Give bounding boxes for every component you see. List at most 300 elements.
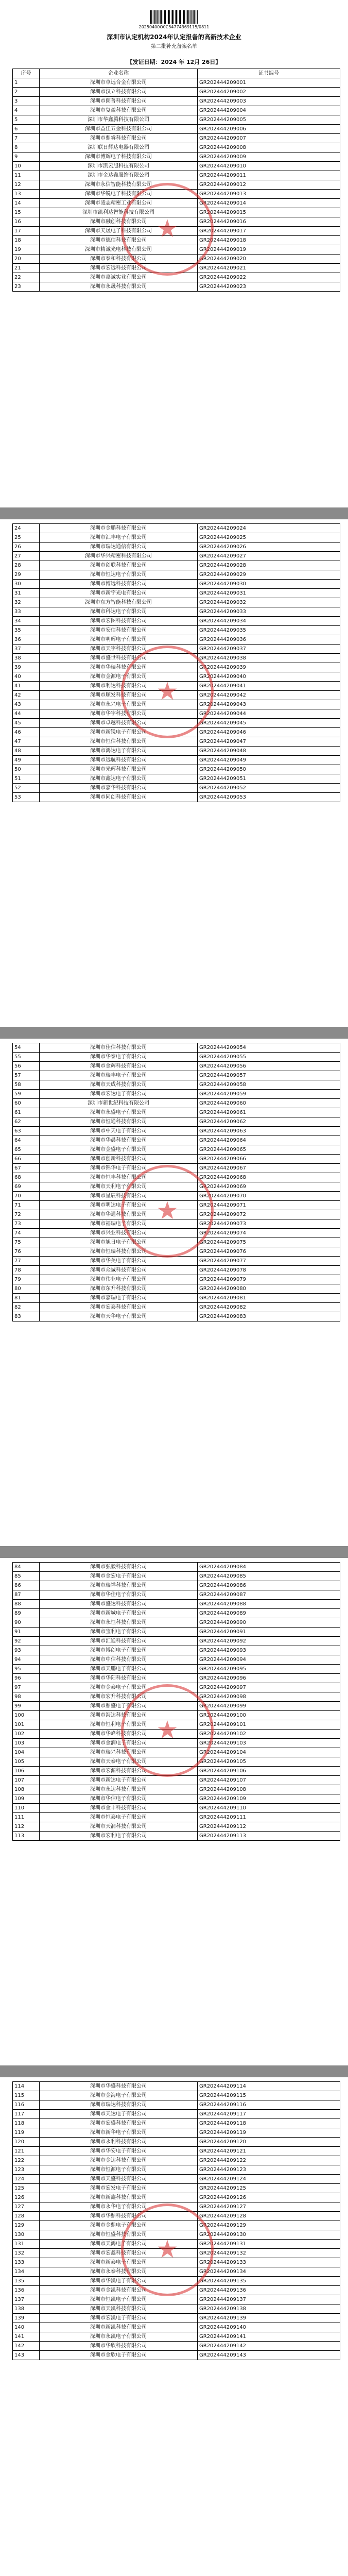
company-name: 深圳市华美电子有限公司 (40, 1257, 198, 1266)
table-body (13, 78, 340, 292)
certificate-number: GR202444209041 (198, 682, 340, 691)
certificate-number: GR202444209117 (198, 2110, 340, 2119)
table-row (13, 180, 340, 190)
company-name: 深圳市华瑞科技有限公司 (40, 663, 198, 672)
company-name: 深圳市华兴精密科技有限公司 (40, 552, 198, 561)
official-seal-icon: ★ (121, 646, 214, 738)
company-name: 深圳市华安电子有限公司 (40, 2147, 198, 2156)
certificate-number: GR202444209088 (198, 1600, 340, 1609)
company-name: 深圳市恒信科技有限公司 (40, 737, 198, 747)
certificate-number: GR202444209128 (198, 2212, 340, 2221)
row-number: 67 (13, 1164, 40, 1173)
company-name: 深圳市博辉电子科技有限公司 (40, 152, 198, 162)
company-name: 深圳市恒凯电子有限公司 (40, 2295, 198, 2304)
certificate-number: GR202444209120 (198, 2138, 340, 2147)
row-number: 89 (13, 1609, 40, 1618)
table-row (13, 1813, 340, 1822)
certificate-number: GR202444209011 (198, 171, 340, 180)
certificate-number: GR202444209079 (198, 1275, 340, 1284)
official-seal-icon: ★ (121, 1684, 214, 1777)
company-name: 深圳市华锐电子科技有限公司 (40, 190, 198, 199)
company-name: 深圳市盛世科技有限公司 (40, 654, 198, 663)
table-row (13, 1674, 340, 1683)
table-row (13, 1266, 340, 1275)
row-number: 37 (13, 645, 40, 654)
table-row (13, 1618, 340, 1628)
row-number: 78 (13, 1266, 40, 1275)
certificate-number: GR202444209016 (198, 217, 340, 227)
certificate-number: GR202444209066 (198, 1155, 340, 1164)
certificate-number: GR202444209014 (198, 199, 340, 208)
certificate-number: GR202444209028 (198, 561, 340, 570)
table-body (13, 2082, 340, 2360)
row-number: 10 (13, 162, 40, 171)
row-number: 5 (13, 115, 40, 125)
row-number: 142 (13, 2342, 40, 2351)
table-row (13, 765, 340, 774)
row-number: 32 (13, 598, 40, 607)
table-row (13, 1201, 340, 1210)
company-name: 深圳市东升科技有限公司 (40, 1284, 198, 1294)
row-number: 66 (13, 1155, 40, 1164)
company-name: 深圳市新华电子有限公司 (40, 2128, 198, 2138)
barcode-icon (150, 10, 198, 24)
company-name: 深圳市金辉科技有限公司 (40, 1062, 198, 1071)
table-row (13, 1646, 340, 1655)
table-row (13, 1711, 340, 1720)
table-row (13, 663, 340, 672)
certificate-number: GR202444209143 (198, 2351, 340, 2360)
company-name: 深圳市弘毅科技有限公司 (40, 1563, 198, 1572)
table-row (13, 1767, 340, 1776)
certificate-number: GR202444209024 (198, 524, 340, 533)
certificate-number: GR202444209135 (198, 2277, 340, 2286)
company-name: 深圳市华佳电子有限公司 (40, 1590, 198, 1600)
certificate-number: GR202444209136 (198, 2286, 340, 2295)
table-row (13, 115, 340, 125)
certificate-number: GR202444209139 (198, 2314, 340, 2323)
row-number: 38 (13, 654, 40, 663)
row-number: 136 (13, 2286, 40, 2295)
row-number: 91 (13, 1628, 40, 1637)
document-subtitle: 第二批补充备案名单 (151, 44, 197, 49)
row-number: 68 (13, 1173, 40, 1182)
row-number: 139 (13, 2314, 40, 2323)
row-number: 50 (13, 765, 40, 774)
certificate-number: GR202444209047 (198, 737, 340, 747)
table-row (13, 672, 340, 682)
document-page-2 (0, 519, 348, 1027)
certificate-number: GR202444209112 (198, 1822, 340, 1832)
row-number: 93 (13, 1646, 40, 1655)
row-number: 55 (13, 1053, 40, 1062)
company-name: 深圳市金欣电子有限公司 (40, 2351, 198, 2360)
row-number: 79 (13, 1275, 40, 1284)
company-name: 深圳市永达科技有限公司 (40, 1785, 198, 1794)
row-number: 120 (13, 2138, 40, 2147)
company-name: 深圳市精诚光电科技有限公司 (40, 245, 198, 255)
company-name: 深圳市天宇科技有限公司 (40, 645, 198, 654)
certificate-number: GR202444209057 (198, 1071, 340, 1080)
table-row (13, 2193, 340, 2202)
company-name: 深圳市新泰电子有限公司 (40, 2258, 198, 2267)
row-number: 117 (13, 2110, 40, 2119)
company-name: 深圳市新世纪科技有限公司 (40, 1099, 198, 1108)
table-row (13, 255, 340, 264)
table-row (13, 1748, 340, 1757)
certificate-number: GR202444209122 (198, 2156, 340, 2165)
certificate-number: GR202444209138 (198, 2304, 340, 2314)
row-number: 3 (13, 97, 40, 106)
row-number: 106 (13, 1767, 40, 1776)
certificate-number: GR202444209110 (198, 1804, 340, 1813)
company-name: 深圳市泰和科技有限公司 (40, 255, 198, 264)
table-row (13, 78, 340, 88)
header-cert: 证书编号 (198, 69, 340, 78)
certificate-number: GR202444209099 (198, 1702, 340, 1711)
row-number: 143 (13, 2351, 40, 2360)
row-number: 77 (13, 1257, 40, 1266)
table-row (13, 552, 340, 561)
row-number: 111 (13, 1813, 40, 1822)
certificate-number: GR202444209045 (198, 719, 340, 728)
row-number: 96 (13, 1674, 40, 1683)
certificate-number: GR202444209080 (198, 1284, 340, 1294)
table-row (13, 236, 340, 245)
certificate-number: GR202444209046 (198, 728, 340, 737)
row-number: 80 (13, 1284, 40, 1294)
document-page-3 (0, 1039, 348, 1546)
table-row (13, 1210, 340, 1219)
row-number: 87 (13, 1590, 40, 1600)
company-name: 深圳市博远科技有限公司 (40, 580, 198, 589)
company-name: 深圳市永盛电子有限公司 (40, 1108, 198, 1117)
company-name: 深圳市汇丰电子有限公司 (40, 533, 198, 543)
row-number: 75 (13, 1238, 40, 1247)
table-row (13, 2230, 340, 2240)
company-name: 深圳市天盛科技有限公司 (40, 2175, 198, 2184)
row-number: 121 (13, 2147, 40, 2156)
row-number: 31 (13, 589, 40, 598)
table-row (13, 1832, 340, 1841)
company-name: 深圳市金润电子有限公司 (40, 1739, 198, 1748)
certificate-number: GR202444209102 (198, 1730, 340, 1739)
company-name: 深圳市金鼎电子有限公司 (40, 2221, 198, 2230)
certificate-number: GR202444209091 (198, 1628, 340, 1637)
company-name: 深圳市宏利电子有限公司 (40, 1832, 198, 1841)
company-name: 深圳市盛达科技有限公司 (40, 1600, 198, 1609)
table-row (13, 1145, 340, 1155)
certificate-number: GR202444209026 (198, 543, 340, 552)
certificate-number: GR202444209123 (198, 2165, 340, 2175)
certificate-number: GR202444209054 (198, 1043, 340, 1053)
company-name: 深圳市众诚科技有限公司 (40, 1266, 198, 1275)
row-number: 132 (13, 2249, 40, 2258)
table-row (13, 245, 340, 255)
row-number: 13 (13, 190, 40, 199)
certificate-number: GR202444209038 (198, 654, 340, 663)
company-name: 深圳市华晨科技有限公司 (40, 1136, 198, 1145)
table-row (13, 1182, 340, 1192)
row-number: 48 (13, 747, 40, 756)
certificate-number: GR202444209005 (198, 115, 340, 125)
certificate-number: GR202444209137 (198, 2295, 340, 2304)
table-row (13, 1247, 340, 1257)
table-header-row (13, 69, 340, 78)
company-name: 深圳市恒盛科技有限公司 (40, 2230, 198, 2240)
table-row (13, 1117, 340, 1127)
row-number: 56 (13, 1062, 40, 1071)
certificate-number: GR202444209025 (198, 533, 340, 543)
company-name: 深圳市德信科技有限公司 (40, 236, 198, 245)
company-name: 深圳市新凯科技有限公司 (40, 2323, 198, 2332)
row-number: 7 (13, 134, 40, 143)
table-row (13, 2082, 340, 2091)
company-name: 深圳市永泰科技有限公司 (40, 2267, 198, 2277)
company-name: 深圳市恒通科技有限公司 (40, 1117, 198, 1127)
certificate-number: GR202444209105 (198, 1757, 340, 1767)
certificate-number: GR202444209116 (198, 2100, 340, 2110)
row-number: 15 (13, 208, 40, 217)
table-row (13, 1229, 340, 1238)
row-number: 76 (13, 1247, 40, 1257)
certificate-number: GR202444209040 (198, 672, 340, 682)
company-name: 深圳市金源电子有限公司 (40, 672, 198, 682)
company-name: 深圳市创新科技有限公司 (40, 1155, 198, 1164)
company-table (12, 2081, 340, 2360)
table-row (13, 561, 340, 570)
row-number: 16 (13, 217, 40, 227)
certificate-number: GR202444209084 (198, 1563, 340, 1572)
row-number: 53 (13, 793, 40, 802)
certificate-number: GR202444209015 (198, 208, 340, 217)
company-name: 深圳市汉立科技有限公司 (40, 88, 198, 97)
table-row (13, 2212, 340, 2221)
company-name: 深圳市新宇光电有限公司 (40, 589, 198, 598)
certificate-number: GR202444209075 (198, 1238, 340, 1247)
certificate-number: GR202444209107 (198, 1776, 340, 1785)
row-number: 41 (13, 682, 40, 691)
company-name: 深圳市伟业电子有限公司 (40, 1275, 198, 1284)
row-number: 42 (13, 691, 40, 700)
company-name: 深圳市鼎盛电子有限公司 (40, 1702, 198, 1711)
table-row (13, 1053, 340, 1062)
company-name: 深圳市恒源电子有限公司 (40, 2165, 198, 2175)
table-row (13, 1219, 340, 1229)
company-name: 深圳市华欣科技有限公司 (40, 2342, 198, 2351)
table-row (13, 2119, 340, 2128)
certificate-number: GR202444209096 (198, 1674, 340, 1683)
row-number: 122 (13, 2156, 40, 2165)
certificate-number: GR202444209059 (198, 1090, 340, 1099)
certificate-number: GR202444209053 (198, 793, 340, 802)
company-name: 深圳市明辉电子有限公司 (40, 635, 198, 645)
row-number: 11 (13, 171, 40, 180)
official-seal-icon: ★ (121, 2204, 214, 2296)
table-row (13, 190, 340, 199)
certificate-number: GR202444209023 (198, 282, 340, 292)
company-name: 深圳市安信科技有限公司 (40, 626, 198, 635)
table-row (13, 747, 340, 756)
company-name: 深圳市嘉华科技有限公司 (40, 784, 198, 793)
table-row (13, 1090, 340, 1099)
certificate-number: GR202444209115 (198, 2091, 340, 2100)
table-row (13, 1757, 340, 1767)
certificate-number: GR202444209087 (198, 1590, 340, 1600)
certificate-number: GR202444209104 (198, 1748, 340, 1757)
row-number: 123 (13, 2165, 40, 2175)
company-name: 深圳市凌志精密工业有限公司 (40, 199, 198, 208)
row-number: 101 (13, 1720, 40, 1730)
certificate-number: GR202444209063 (198, 1127, 340, 1136)
company-name: 深圳市瑞兴科技有限公司 (40, 1748, 198, 1757)
row-number: 69 (13, 1182, 40, 1192)
table-row (13, 1275, 340, 1284)
table-row (13, 2240, 340, 2249)
table-row (13, 2128, 340, 2138)
certificate-number: GR202444209130 (198, 2230, 340, 2240)
table-row (13, 1628, 340, 1637)
certificate-number: GR202444209121 (198, 2147, 340, 2156)
certificate-number: GR202444209009 (198, 152, 340, 162)
company-name: 深圳市天成科技有限公司 (40, 1080, 198, 1090)
company-name: 深圳市金海电子有限公司 (40, 2091, 198, 2100)
company-name: 深圳市明达电子有限公司 (40, 1201, 198, 1210)
table-row (13, 2249, 340, 2258)
certificate-number: GR202444209113 (198, 1832, 340, 1841)
table-row (13, 2323, 340, 2332)
company-name: 深圳市宏远科技有限公司 (40, 264, 198, 273)
row-number: 36 (13, 635, 40, 645)
company-name: 深圳市复盈科技有限公司 (40, 106, 198, 115)
certificate-number: GR202444209052 (198, 784, 340, 793)
company-name: 深圳市宏盛科技有限公司 (40, 2119, 198, 2128)
row-number: 4 (13, 106, 40, 115)
company-name: 深圳市华鑫腾科技有限公司 (40, 115, 198, 125)
row-number: 17 (13, 227, 40, 236)
row-number: 128 (13, 2212, 40, 2221)
document-page-5 (0, 2077, 348, 2576)
company-name: 深圳市天利电子有限公司 (40, 1182, 198, 1192)
row-number: 125 (13, 2184, 40, 2193)
certificate-number: GR202444209029 (198, 570, 340, 580)
company-name: 深圳市兴业科技有限公司 (40, 1229, 198, 1238)
row-number: 20 (13, 255, 40, 264)
certificate-number: GR202444209055 (198, 1053, 340, 1062)
company-name: 深圳市福瑞电子有限公司 (40, 1219, 198, 1229)
company-name: 深圳市瑞达科技有限公司 (40, 2100, 198, 2110)
certificate-number: GR202444209002 (198, 88, 340, 97)
table-body (13, 1043, 340, 1321)
company-name: 深圳市永兴电子有限公司 (40, 700, 198, 709)
table-row (13, 1822, 340, 1832)
certificate-number: GR202444209012 (198, 180, 340, 190)
certificate-number: GR202444209076 (198, 1247, 340, 1257)
document-page-1 (0, 0, 348, 507)
document-title: 深圳市认定机构2024年认定报备的高新技术企业 (107, 33, 241, 41)
certificate-number: GR202444209034 (198, 617, 340, 626)
row-number: 140 (13, 2323, 40, 2332)
company-name: 深圳市宏升科技有限公司 (40, 1692, 198, 1702)
certificate-number: GR202444209060 (198, 1099, 340, 1108)
row-number: 35 (13, 626, 40, 635)
row-number: 19 (13, 245, 40, 255)
company-name: 深圳市永凯电子有限公司 (40, 2332, 198, 2342)
table-row (13, 1600, 340, 1609)
row-number: 109 (13, 1794, 40, 1804)
table-row (13, 152, 340, 162)
certificate-number: GR202444209031 (198, 589, 340, 598)
certificate-number: GR202444209124 (198, 2175, 340, 2184)
table-row (13, 2351, 340, 2360)
company-table (12, 69, 340, 292)
company-name: 深圳市嘉瑞电子有限公司 (40, 1294, 198, 1303)
company-name: 深圳市博创电子有限公司 (40, 1646, 198, 1655)
certificate-number: GR202444209089 (198, 1609, 340, 1618)
company-name: 深圳市中天电子有限公司 (40, 1127, 198, 1136)
table-row (13, 88, 340, 97)
table-row (13, 1655, 340, 1665)
certificate-number: GR202444209068 (198, 1173, 340, 1182)
certificate-number: GR202444209070 (198, 1192, 340, 1201)
row-number: 138 (13, 2304, 40, 2314)
row-number: 99 (13, 1702, 40, 1711)
certificate-number: GR202444209019 (198, 245, 340, 255)
table-row (13, 2286, 340, 2295)
certificate-number: GR202444209078 (198, 1266, 340, 1275)
row-number: 62 (13, 1117, 40, 1127)
table-row (13, 2332, 340, 2342)
official-seal-icon: ★ (121, 183, 214, 276)
company-name: 深圳市恒泰电子有限公司 (40, 1813, 198, 1822)
certificate-number: GR202444209106 (198, 1767, 340, 1776)
company-name: 深圳市宏发电子有限公司 (40, 2184, 198, 2193)
company-name: 深圳市天达电子有限公司 (40, 2110, 198, 2119)
table-row (13, 533, 340, 543)
table-row (13, 2156, 340, 2165)
company-table (12, 1562, 340, 1841)
row-number: 113 (13, 1832, 40, 1841)
table-row (13, 607, 340, 617)
row-number: 107 (13, 1776, 40, 1785)
table-row (13, 1776, 340, 1785)
table-row (13, 1043, 340, 1053)
certificate-number: GR202444209083 (198, 1312, 340, 1321)
certificate-number: GR202444209119 (198, 2128, 340, 2138)
table-row (13, 793, 340, 802)
certificate-number: GR202444209051 (198, 774, 340, 784)
barcode-number: 20250400O0C54774369115/0811 (138, 25, 210, 29)
company-name: 深圳市旭日电子有限公司 (40, 1238, 198, 1247)
certificate-number: GR202444209086 (198, 1581, 340, 1590)
row-number: 18 (13, 236, 40, 245)
row-number: 85 (13, 1572, 40, 1581)
certificate-number: GR202444209042 (198, 691, 340, 700)
certificate-number: GR202444209065 (198, 1145, 340, 1155)
company-table (12, 523, 340, 802)
certificate-number: GR202444209032 (198, 598, 340, 607)
table-row (13, 1108, 340, 1117)
certificate-number: GR202444209131 (198, 2240, 340, 2249)
company-name: 深圳市益佳五金科技有限公司 (40, 125, 198, 134)
table-row (13, 1720, 340, 1730)
company-name: 深圳市卓越科技有限公司 (40, 719, 198, 728)
table-row (13, 2138, 340, 2147)
row-number: 27 (13, 552, 40, 561)
row-number: 26 (13, 543, 40, 552)
company-name: 深圳市金盛电子有限公司 (40, 1145, 198, 1155)
row-number: 124 (13, 2175, 40, 2184)
